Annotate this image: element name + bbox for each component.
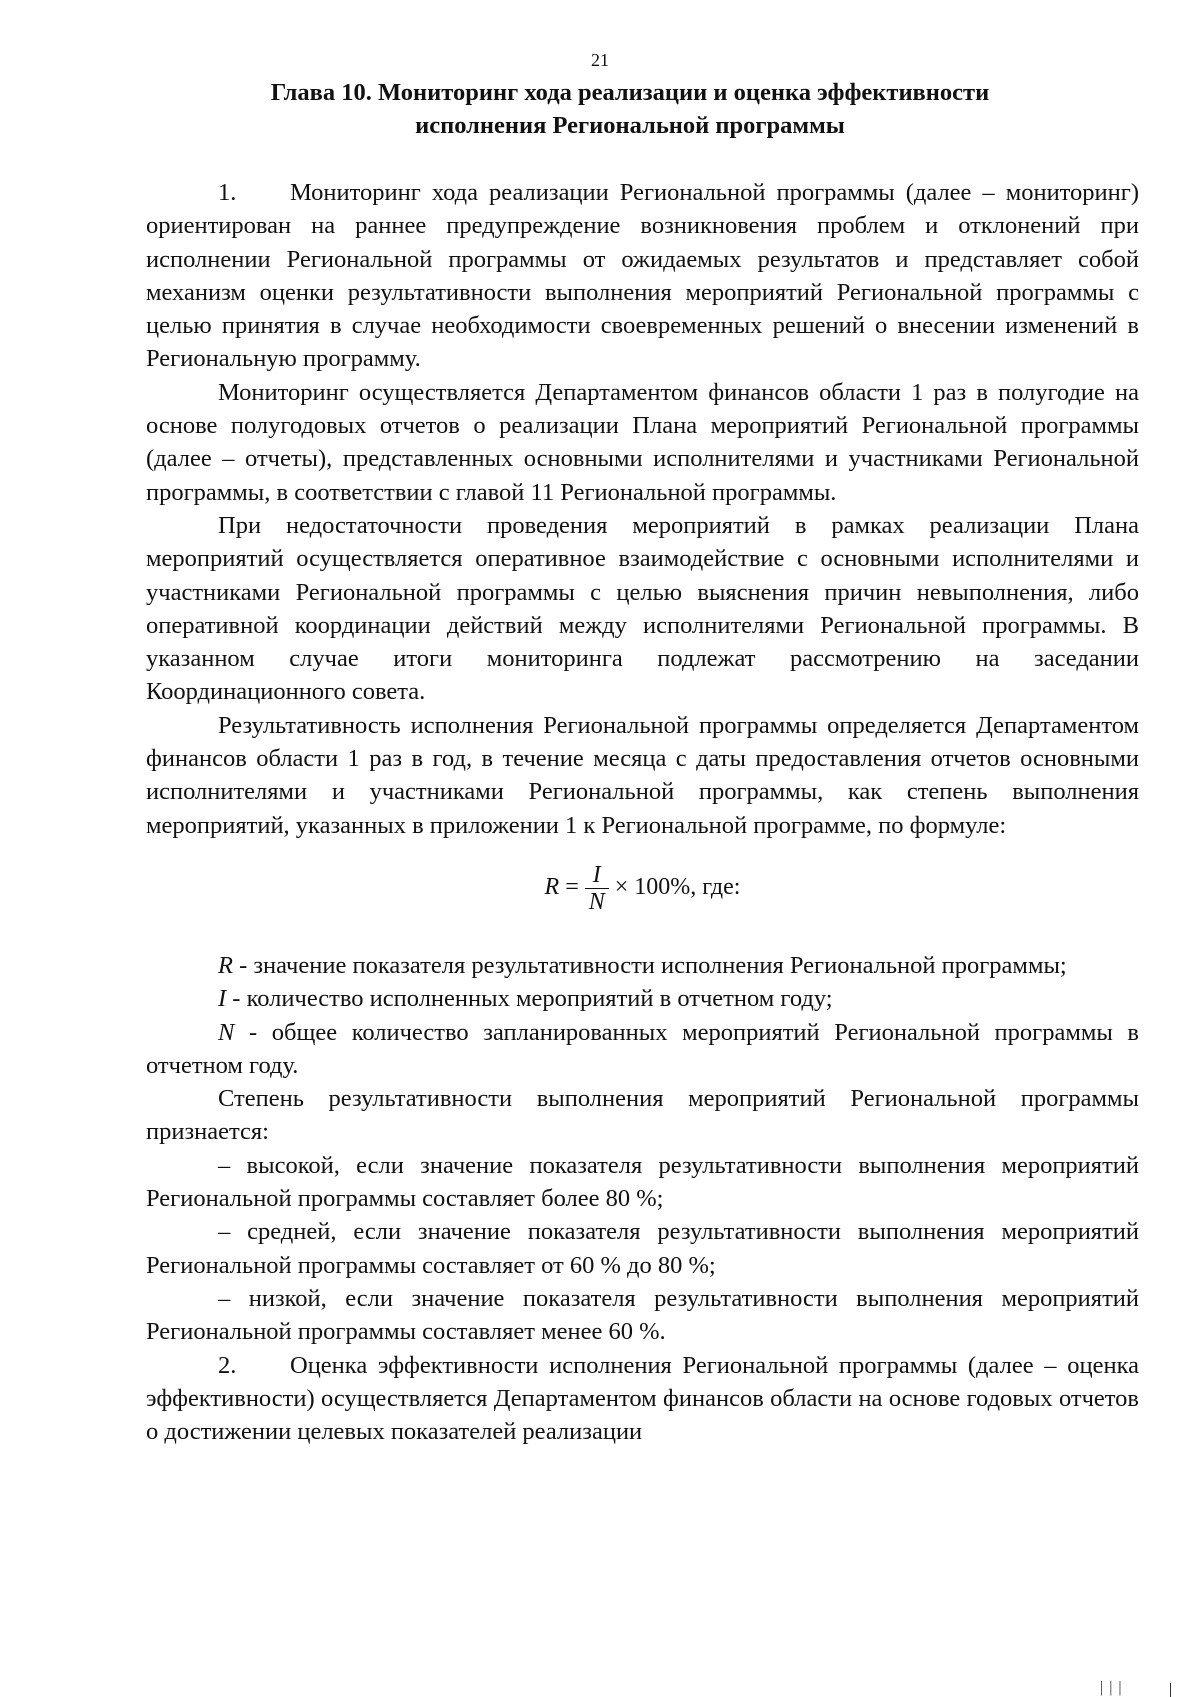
chapter-title-line-1: Глава 10. Мониторинг хода реализации и оценка эффективности bbox=[270, 79, 990, 106]
formula-denominator: N bbox=[588, 888, 605, 915]
degree-high: – высокой, если значение показателя результативности выполнения мероприятий Региональной программы составляет более 80 %; bbox=[146, 1151, 1139, 1213]
degree-low: – низкой, если значение показателя результативности выполнения мероприятий Региональной программы составляет менее 60 %. bbox=[146, 1284, 1139, 1346]
definition-i bbox=[146, 982, 1139, 1015]
paragraph-4: Результативность исполнения Региональной программы определяется Департаментом финансов области 1 раз в год, в течение месяца с даты предоставления отчетов основными исполнителями и участниками Региональной программы, как степень выполнения мероприятий, указанных в приложении 1 к Региональной программе, по формуле: bbox=[146, 711, 1139, 839]
paragraph-section-2 bbox=[146, 1349, 1139, 1449]
section-number-2: 2. bbox=[218, 1351, 237, 1379]
definition-n bbox=[146, 1016, 1139, 1083]
formula-equals: = bbox=[565, 873, 579, 900]
definition-n-text: - общее количество запланированных мероприятий Региональной программы в отчетном году. bbox=[146, 1018, 1139, 1079]
paragraph-1-text: Мониторинг хода реализации Региональной программы (далее – мониторинг) ориентирован на раннее предупреждение возникновения проблем и отклонений при исполнении Региональной программы от ожидаемых результатов и представляет собой механизм оценки результативности выполнения мероприятий Региональной программы с целью принятия в случае необходимости своевременных решений о внесении изменений в Региональную программу. bbox=[146, 179, 1139, 373]
formula-rhs: × 100%, где: bbox=[614, 873, 741, 900]
scan-mark-right bbox=[1170, 1683, 1171, 1697]
degree-medium: – средней, если значение показателя результативности выполнения мероприятий Региональной программы составляет от 60 % до 80 %; bbox=[146, 1218, 1139, 1279]
formula bbox=[146, 862, 1139, 915]
paragraph-section-2-text: Оценка эффективности исполнения Региональной программы (далее – оценка эффективности) осуществляется Департаментом финансов области на основе годовых отчетов о достижении целевых показателей реализации bbox=[146, 1351, 1139, 1446]
chapter-title-line-2: исполнения Региональной программы bbox=[415, 112, 845, 139]
definition-i-var: I bbox=[218, 985, 227, 1013]
definition-r-text: - значение показателя результативности исполнения Региональной программы; bbox=[232, 951, 1067, 979]
degree-intro: Степень результативности выполнения мероприятий Региональной программы признается: bbox=[146, 1085, 1139, 1146]
paragraph-1 bbox=[146, 176, 1139, 376]
definition-i-text: - количество исполненных мероприятий в отчетном году; bbox=[226, 985, 833, 1013]
definition-r-var: R bbox=[218, 951, 233, 979]
formula-numerator: I bbox=[585, 862, 609, 889]
paragraph-2: Мониторинг осуществляется Департаментом финансов области 1 раз в полугодие на основе полугодовых отчетов о реализации Плана мероприятий Региональной программы (далее – отчеты), представленных основными исполнителями и участниками Региональной программы, в соответствии с главой 11 Региональной программы. bbox=[146, 378, 1139, 506]
chapter-title bbox=[180, 76, 1080, 142]
page-number: 21 bbox=[591, 50, 609, 70]
definition-n-var: N bbox=[218, 1018, 235, 1046]
formula-lhs: R bbox=[544, 873, 560, 900]
formula-fraction bbox=[585, 862, 609, 915]
scan-marks: | | | bbox=[1100, 1679, 1123, 1696]
section-number-1: 1. bbox=[218, 179, 237, 206]
paragraph-3: При недостаточности проведения мероприятий в рамках реализации Плана мероприятий осуществляется оперативное взаимодействие с основными исполнителями и участниками Региональной программы с целью выяснения причин невыполнения, либо оперативной координации действий между исполнителями Региональной программы. В указанном случае итоги мониторинга подлежат рассмотрению на заседании Координационного совета. bbox=[146, 511, 1139, 706]
definition-r bbox=[146, 949, 1139, 982]
document-body bbox=[146, 176, 1139, 1448]
